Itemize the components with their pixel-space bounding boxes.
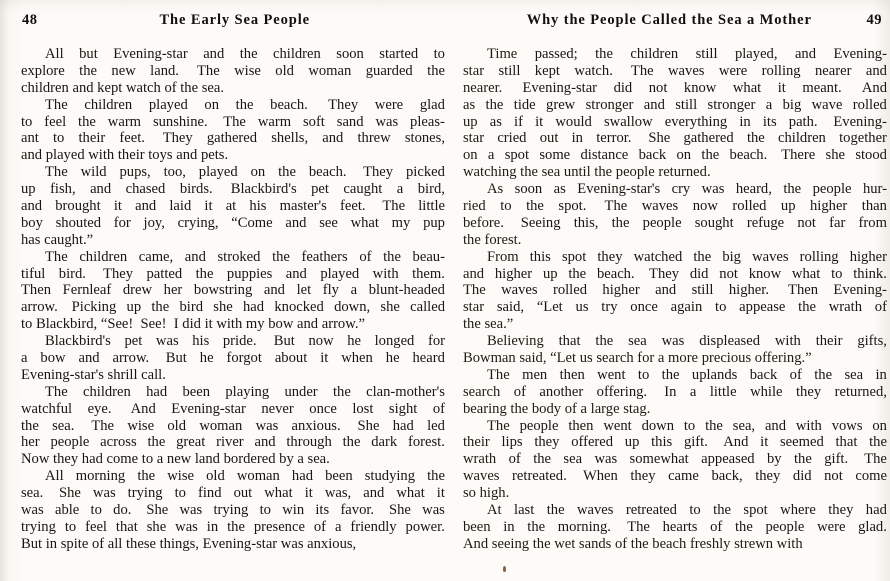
text-line: to feel the warm sunshine. The warm soft sand was pleas- (21, 113, 445, 130)
running-title-right: Why the People Called the Sea a Mother (526, 12, 812, 28)
text-line: been in the morning. The hearts of the people were glad. (463, 518, 887, 535)
paragraph (463, 502, 887, 553)
text-line: search of another offering. In a little while they returned, (463, 383, 887, 400)
paragraph (463, 333, 887, 367)
folio-left: 48 (22, 12, 38, 28)
paragraph (21, 468, 445, 552)
text-line: As soon as Evening-star's cry was heard, the people hur- (487, 181, 887, 198)
text-line: has caught.” (21, 231, 94, 248)
text-line: the sea. The wise old woman was anxious. She had led (21, 417, 445, 434)
text-line: sea. She was trying to find out what it was, and what it (21, 485, 445, 502)
text-line: All but Evening-star and the children soon started to (45, 46, 445, 62)
text-column-right (463, 46, 887, 553)
text-line: Time passed; the children still played, and Evening- (487, 46, 887, 62)
text-line: ried to the spot. The waves now rolled up higher than (463, 198, 887, 215)
text-line: bearing the body of a large stag. (463, 400, 651, 417)
paragraph (21, 384, 445, 468)
paragraph (21, 46, 445, 97)
paragraph (21, 249, 445, 333)
paragraph (21, 333, 445, 384)
text-line: ant to their feet. They gathered shells, and threw stones, (21, 130, 445, 147)
running-head-left (22, 12, 446, 34)
text-line: The men then went to the uplands back of the sea in (487, 366, 887, 383)
text-line: star said, “Let us try once again to appease the wrath of (463, 299, 887, 316)
text-line: The children played on the beach. They were glad (45, 96, 445, 113)
text-line: Believing that the sea was displeased with their gifts, (487, 333, 887, 350)
text-line: and played with their toys and pets. (21, 147, 229, 164)
text-line: The people then went down to the sea, and with vows on (487, 417, 887, 434)
text-line: wrath of the sea was somewhat appeased by the gift. The (463, 451, 887, 468)
folio-right: 49 (866, 12, 882, 28)
text-line: a bow and arrow. But he forgot about it when he heard (21, 350, 445, 367)
text-line: star cried out in terror. She gathered the children together (463, 130, 887, 147)
text-line: as the tide grew stronger and still stronger a big wave rolled (463, 96, 887, 113)
text-line: the forest. (463, 231, 522, 248)
text-line: on a spot some distance back on the beach. There she stood (463, 147, 887, 164)
text-line: Bowman said, “Let us search for a more precious offering.” (463, 350, 812, 367)
text-line: up as if it would swallow everything in its path. Evening- (463, 113, 887, 130)
text-line: star still kept watch. The waves were rolling nearer and (463, 62, 887, 79)
paragraph (21, 97, 445, 165)
text-line: up fish, and chased birds. Blackbird's pet caught a bird, (21, 181, 445, 198)
text-line: Now they had come to a new land bordered by a sea. (21, 451, 330, 468)
text-line: All morning the wise old woman had been studying the (45, 468, 445, 485)
paragraph (463, 249, 887, 333)
text-line: her people across the great river and through the dark forest. (21, 434, 445, 451)
paragraph (463, 181, 887, 249)
text-line: watchful eye. And Evening-star never once lost sight of (21, 400, 445, 417)
text-line: children and kept watch of the sea. (21, 79, 225, 96)
running-title-left: The Early Sea People (159, 12, 310, 28)
text-line: watching the sea until the people returned. (463, 164, 711, 181)
text-line: and brought it and laid it at his master's feet. The little (21, 198, 445, 215)
text-line: Blackbird's pet was his pride. But now he longed for (45, 333, 445, 350)
paragraph (463, 418, 887, 502)
text-line: But in spite of all these things, Evening-star was anxious, (21, 535, 357, 552)
text-line: nearer. Evening-star did not know what it meant. And (463, 79, 887, 96)
text-column-left (21, 46, 445, 553)
text-line: boy shouted for joy, crying, “Come and see what my pup (21, 214, 445, 231)
text-line: tiful bird. They patted the puppies and played with them. (21, 265, 445, 282)
text-line: and higher up the beach. They did not know what to think. (463, 265, 887, 282)
paragraph (463, 46, 887, 181)
text-line: And seeing the wet sands of the beach freshly strewn with (463, 535, 803, 552)
text-line: waves retreated. When they came back, they did not come (463, 468, 887, 485)
text-line: before. Seeing this, the people sought refuge not far from (463, 214, 887, 231)
text-line: The children had been playing under the clan-mother's (45, 383, 445, 400)
text-line: At last the waves retreated to the spot where they had (487, 502, 887, 519)
scan-speck-artifact (503, 566, 506, 572)
text-line: trying to feel that she was in the presence of a friendly power. (21, 518, 445, 535)
text-line: explore the new land. The wise old woman guarded the (21, 62, 445, 79)
text-line: The waves rolled higher and still higher. Then Evening- (463, 282, 887, 299)
text-line: the sea.” (463, 316, 514, 333)
text-line: Evening-star's shrill call. (21, 366, 166, 383)
text-line: The children came, and stroked the feathers of the beau- (45, 248, 445, 265)
text-line: From this spot they watched the big waves rolling higher (487, 248, 887, 265)
text-line: their lips they offered up this gift. And it seemed that the (463, 434, 887, 451)
text-line: Then Fernleaf drew her bowstring and let fly a blunt-headed (21, 282, 445, 299)
text-line: arrow. Picking up the bird she had knocked down, she called (21, 299, 445, 316)
text-line: The wild pups, too, played on the beach. They picked (45, 164, 445, 181)
paragraph (463, 367, 887, 418)
text-line: to Blackbird, “See! See! I did it with my bow and arrow.” (21, 316, 365, 333)
text-line: so high. (463, 485, 510, 502)
text-line: was able to do. She was trying to win its favor. She was (21, 502, 445, 519)
running-head-right (462, 12, 882, 34)
paragraph (21, 164, 445, 248)
